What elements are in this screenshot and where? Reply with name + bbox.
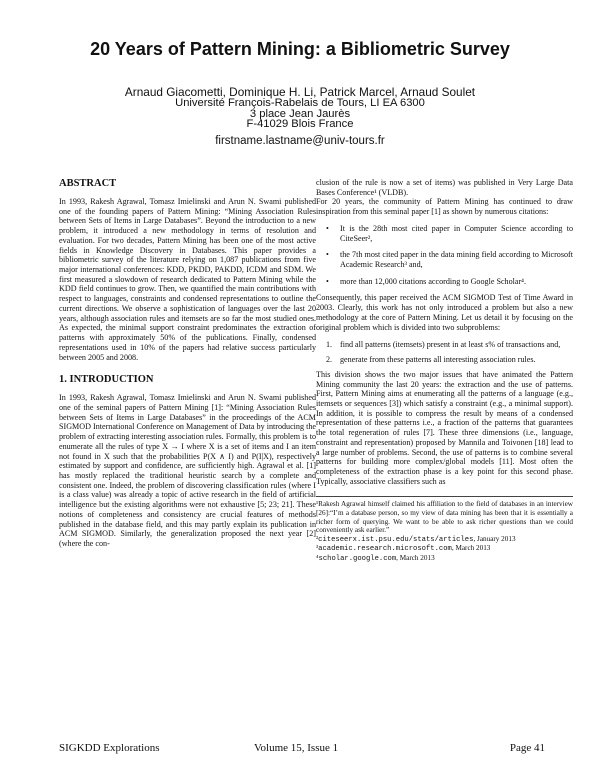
footer-journal: SIGKDD Explorations xyxy=(59,742,160,754)
abstract-heading: ABSTRACT xyxy=(59,178,117,189)
introduction-heading: 1. INTRODUCTION xyxy=(59,374,154,386)
footnote-3: ³academic.research.microsoft.com, March 2013 xyxy=(316,544,491,554)
bullet-icon: • xyxy=(326,276,329,286)
author-affiliation: Université François-Rabelais de Tours, LI EA 6300 xyxy=(175,97,425,109)
footnote-1: ¹Rakesh Agrawal himself claimed his affiliation to the field of databases in an interview [26]:“I’m a database person, so my view of data mining has been that it is essentially a richer form of querying. We want to be able to ask richer questions than we could conveniently ask earlier.” xyxy=(316,500,573,535)
footnote-2: ²citeseerx.ist.psu.edu/stats/articles, January 2013 xyxy=(316,534,516,544)
footer-page-number: Page 41 xyxy=(509,742,545,754)
footer-volume: Volume 15, Issue 1 xyxy=(254,742,339,754)
right-paragraph-2: For 20 years, the community of Pattern Mining has continued to draw inspiration from this seminal paper [1] as shown by numerous citations: xyxy=(316,197,573,217)
bullet-icon: • xyxy=(326,250,329,260)
bullet-icon: • xyxy=(326,223,329,233)
introduction-text: In 1993, Rakesh Agrawal, Tomasz Imielinski and Arun N. Swami published one of the seminal papers of Pattern Mining [1]: “Mining Association Rules between Sets of Items in Large Databases” in the proceedings of the ACM SIGMOD International Conference on Management of Data by introducing the problem of extracting interesting association rules. Formally, this problem is to enumerate all the rules of type X → I where X is a set of items and I an item not found in X such that the probabilities P(X ∧ I) and P(I|X), respectively estimated by support and confidence, are sufficiently high. Agrawal et al. [1] has mostly replaced the traditional heuristic search by a complete and consistent one. Indeed, the problem of discovering classification rules (where I is a class value) was already a topic of active research in the field of artificial intelligence but the existing algorithms were not exhaustive [5; 23; 21]. These notions of completeness and consistency are crucial features of methods published in the database field, and this may partly explain its publication in ACM SIGMOD. Similarly, the generalization proposed the next year [2] (where the con- xyxy=(59,393,316,548)
subproblem-list xyxy=(316,340,573,364)
author-block xyxy=(0,86,600,147)
author-address-line-2: F-41029 Blois France xyxy=(246,118,354,130)
paper-title: 20 Years of Pattern Mining: a Bibliometric Survey xyxy=(90,39,510,59)
abstract-text: In 1993, Rakesh Agrawal, Tomasz Imielinski and Arun N. Swami published one of the founding papers of Pattern Mining: “Mining Association Rules between Sets of Items in Large Databases”. Beyond the introduction to a new problem, it introduced a new methodology in terms of resolution and evaluation. For two decades, Pattern Mining has been one of the most active fields in Knowledge Discovery in Databases. This paper provides a bibliometric survey of the literature relying on 1,087 publications from five major international conferences: KDD, PKDD, PAKDD, ICDM and SDM. We first measured a slowdown of research dedicated to Pattern Mining while the KDD field continues to grow. Then, we quantified the main contributions with respect to languages, constraints and condensed representations to outline the current directions. We observe a sophistication of languages over the last 20 years, although association rules and itemsets are so far the most studied ones. As expected, the minimal support constraint predominates the extraction of patterns with approximately 50% of the publications. Finally, condensed representations used in 10% of the papers had relative success particularly between 2005 and 2008. xyxy=(59,197,316,362)
citation-list xyxy=(316,224,573,287)
list-item: 2. generate from these patterns all interesting association rules. xyxy=(326,355,536,365)
page-footer xyxy=(59,742,545,754)
right-paragraph-1: clusion of the rule is now a set of items) was published in Very Large Data Bases Conference¹ (VLDB). xyxy=(316,178,573,197)
author-names: Arnaud Giacometti, Dominique H. Li, Patrick Marcel, Arnaud Soulet xyxy=(124,85,476,99)
right-paragraph-4: This division shows the two major issues that have animated the Pattern Mining community the last 20 years: the extraction and the use of patterns. First, Pattern Mining aims at enumerating all the patterns of a language (e.g., itemsets or sequences [3]) which satisfy a constraint (e.g., a minimal support). In addition, it is possible to compress the result by means of a condensed representation of these patterns i.e., a fraction of the patterns that guarantees the total regeneration of rules [7]. These three dimensions (i.e., language, constraint and representation) proposed by Mannila and Toivonen [18] lead to a large number of problems. Second, the use of patterns is to combine several patterns for building more complex/global models [11]. Most often the completeness of the extraction phase is a key point for this second phase. Typically, associative classifiers such as xyxy=(316,369,573,486)
list-item: 1. find all patterns (itemsets) present in at least s% of transactions and, xyxy=(326,340,561,350)
author-address-line-1: 3 place Jean Jaurès xyxy=(249,107,351,120)
list-item: • It is the 28th most cited paper in Computer Science according to CiteSeer², xyxy=(326,223,573,243)
list-item: • more than 12,000 citations according to Google Scholar⁴. xyxy=(326,276,527,286)
left-column xyxy=(59,178,316,549)
right-paragraph-3: Consequently, this paper received the ACM SIGMOD Test of Time Award in 2003. Clearly, this work has not only introduced a problem but also a new methodology at the core of Pattern Mining. Let us detail it by focusing on the original problem which is divided into two subproblems: xyxy=(316,293,573,332)
list-item: • the 7th most cited paper in the data mining field according to Microsoft Academic Research³ and, xyxy=(326,250,573,270)
author-email: firstname.lastname@univ-tours.fr xyxy=(215,134,385,147)
footnote-4: ⁴scholar.google.com, March 2013 xyxy=(316,553,435,563)
right-column xyxy=(316,178,573,564)
footnotes xyxy=(316,496,573,563)
